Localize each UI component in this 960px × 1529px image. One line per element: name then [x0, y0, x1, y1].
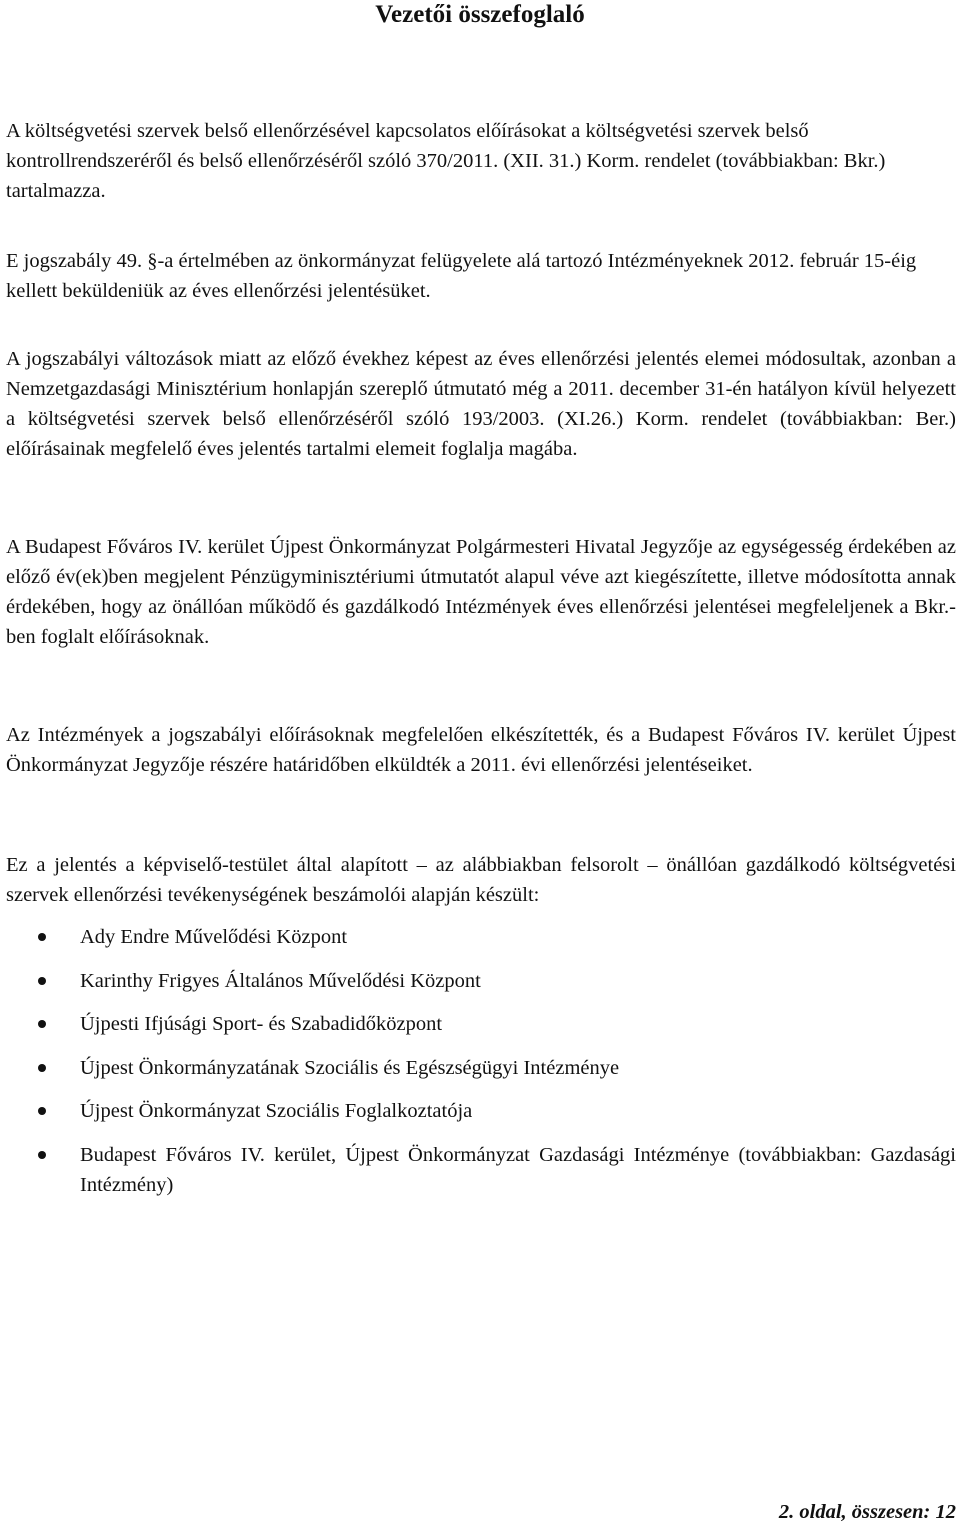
list-item	[0, 1009, 960, 1039]
list-item	[0, 1096, 960, 1126]
list-item-label: Ady Endre Művelődési Központ	[80, 926, 348, 948]
bullet-icon	[38, 977, 46, 985]
paragraph-report-basis: Ez a jelentés a képviselő-testület által alapított – az alábbiakban felsorolt – önállóan gazdálkodó költségvetési szervek ellenőrzési tevékenységének beszámolói alapján készült:	[6, 854, 956, 906]
list-item	[0, 1140, 960, 1200]
bullet-icon	[38, 1107, 46, 1115]
list-item-label: Újpest Önkormányzatának Szociális és Egészségügyi Intézménye	[80, 1056, 620, 1079]
page-footer: 2. oldal, összesen: 12	[778, 1501, 956, 1523]
paragraph-deadline: E jogszabály 49. §-a értelmében az önkormányzat felügyelete alá tartozó Intézményeknek 2012. február 15-éig kellett beküldeniük az éves ellenőrzési jelentésüket.	[6, 250, 917, 302]
list-item-label: Újpest Önkormányzat Szociális Foglalkoztatója	[80, 1100, 473, 1122]
paragraph-submission: Az Intézmények a jogszabályi előírásoknak megfelelően elkészítették, és a Budapest Főváros IV. kerület Újpest Önkormányzat Jegyzője részére határidőben elküldték a 2011. évi ellenőrzési jelentéseiket.	[6, 724, 956, 776]
paragraph-bkr-intro: A költségvetési szervek belső ellenőrzésével kapcsolatos előírásokat a költségvetési szervek belső kontrollrendszeréről és belső ellenőrzéséről szóló 370/2011. (XII. 31.) Korm. rendelet (továbbiakban: Bkr.) tartalmazza.	[6, 120, 886, 202]
institution-list	[0, 922, 960, 1200]
paragraph-changes: A jogszabályi változások miatt az előző évekhez képest az éves ellenőrzési jelentés elemei módosultak, azonban a Nemzetgazdasági Minisztérium honlapján szereplő útmutató még a 2011. december 31-én hatályon kívül helyezett a költségvetési szervek belső ellenőrzéséről szóló 193/2003. (XI.26.) Korm. rendelet (továbbiakban: Ber.) előírásainak megfelelő éves jelentés tartalmi elemeit foglalja magába.	[6, 348, 956, 460]
bullet-icon	[38, 933, 46, 941]
list-item-label: Karinthy Frigyes Általános Művelődési Központ	[80, 969, 481, 992]
list-item	[0, 966, 960, 996]
page-title: Vezetői összefoglaló	[375, 1, 585, 28]
list-item-label: Budapest Főváros IV. kerület, Újpest Önkormányzat Gazdasági Intézménye (továbbiakban: Gazdasági Intézmény)	[80, 1143, 956, 1196]
list-item	[0, 1053, 960, 1083]
list-item-label: Újpesti Ifjúsági Sport- és Szabadidőközpont	[80, 1013, 443, 1035]
paragraph-notary-guidance: A Budapest Főváros IV. kerület Újpest Önkormányzat Polgármesteri Hivatal Jegyzője az egységesség érdekében az előző év(ek)ben megjelent Pénzügyminisztériumi útmutatót alapul véve azt kiegészítette, illetve módosította annak érdekében, hogy az önállóan működő és gazdálkodó Intézmények éves ellenőrzési jelentései megfeleljenek a Bkr.-ben foglalt előírásoknak.	[6, 536, 956, 648]
bullet-icon	[38, 1151, 46, 1159]
list-item	[0, 922, 960, 952]
bullet-icon	[38, 1064, 46, 1072]
bullet-icon	[38, 1020, 46, 1028]
